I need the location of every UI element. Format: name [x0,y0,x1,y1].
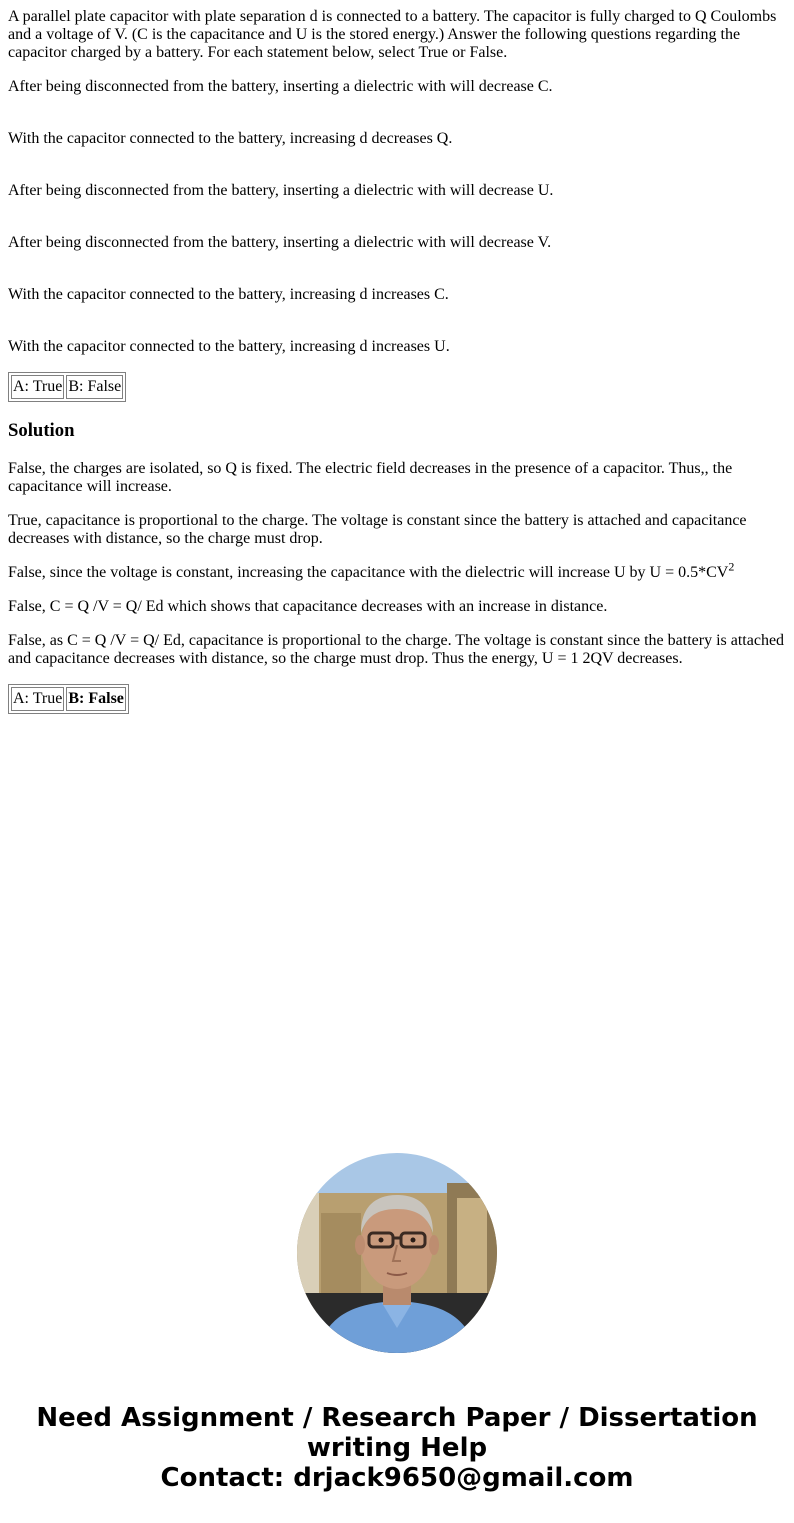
solution-paragraph-3: False, C = Q /V = Q/ Ed which shows that capacitance decreases with an increase in distance. [8,598,608,615]
statement-3: After being disconnected from the battery, inserting a dielectric with will decrease U. [8,182,554,199]
option-a-true[interactable]: A: True [11,375,64,399]
footer-banner [0,1403,794,1493]
solution-body [8,460,786,668]
option-b-false[interactable]: B: False [66,375,123,399]
answer-option-b-false[interactable]: B: False [66,687,126,711]
statement-6: With the capacitor connected to the battery, increasing d increases U. [8,338,450,355]
solution-paragraph-energy [8,559,786,582]
question-options-table [8,372,126,402]
energy-formula-text: False, since the voltage is constant, increasing the capacitance with the dielectric will increase U by U = 0.5*CV [8,564,729,581]
question-intro: A parallel plate capacitor with plate separation d is connected to a battery. The capacitor is fully charged to Q Coulombs and a voltage of V. (C is the capacitance and U is the stored energy.) Answer the following questions regarding the capacitor charged by a battery. For each statement below, select True or False. [8,8,777,61]
person-portrait-icon [297,1153,497,1353]
footer-line-1: Need Assignment / Research Paper / Dissertation [36,1403,758,1433]
answer-options-table [8,684,129,714]
statement-2: With the capacitor connected to the battery, increasing d decreases Q. [8,130,453,147]
footer-contact[interactable]: Contact: drjack9650@gmail.com [160,1463,634,1493]
answer-option-a-true[interactable]: A: True [11,687,64,711]
solution-paragraph-2: True, capacitance is proportional to the charge. The voltage is constant since the battery is attached and capacitance decreases with distance, so the charge must drop. [8,512,747,547]
footer-line-2: writing Help [306,1433,488,1463]
statement-4: After being disconnected from the battery, inserting a dielectric with will decrease V. [8,234,552,251]
statement-5: With the capacitor connected to the battery, increasing d increases C. [8,286,449,303]
avatar-image [297,1153,497,1353]
solution-paragraph-4: False, as C = Q /V = Q/ Ed, capacitance is proportional to the charge. The voltage is constant since the battery is attached and capacitance decreases with distance, so the charge must drop. Thus the energy, U = 1 2QV decreases. [8,632,785,667]
page-content [0,0,794,714]
energy-formula-exponent: 2 [728,559,735,574]
statement-1: After being disconnected from the battery, inserting a dielectric with will decrease C. [8,78,553,95]
solution-heading: Solution [8,420,75,441]
solution-paragraph-1: False, the charges are isolated, so Q is fixed. The electric field decreases in the presence of a capacitor. Thus,, the capacitance will increase. [8,460,733,495]
